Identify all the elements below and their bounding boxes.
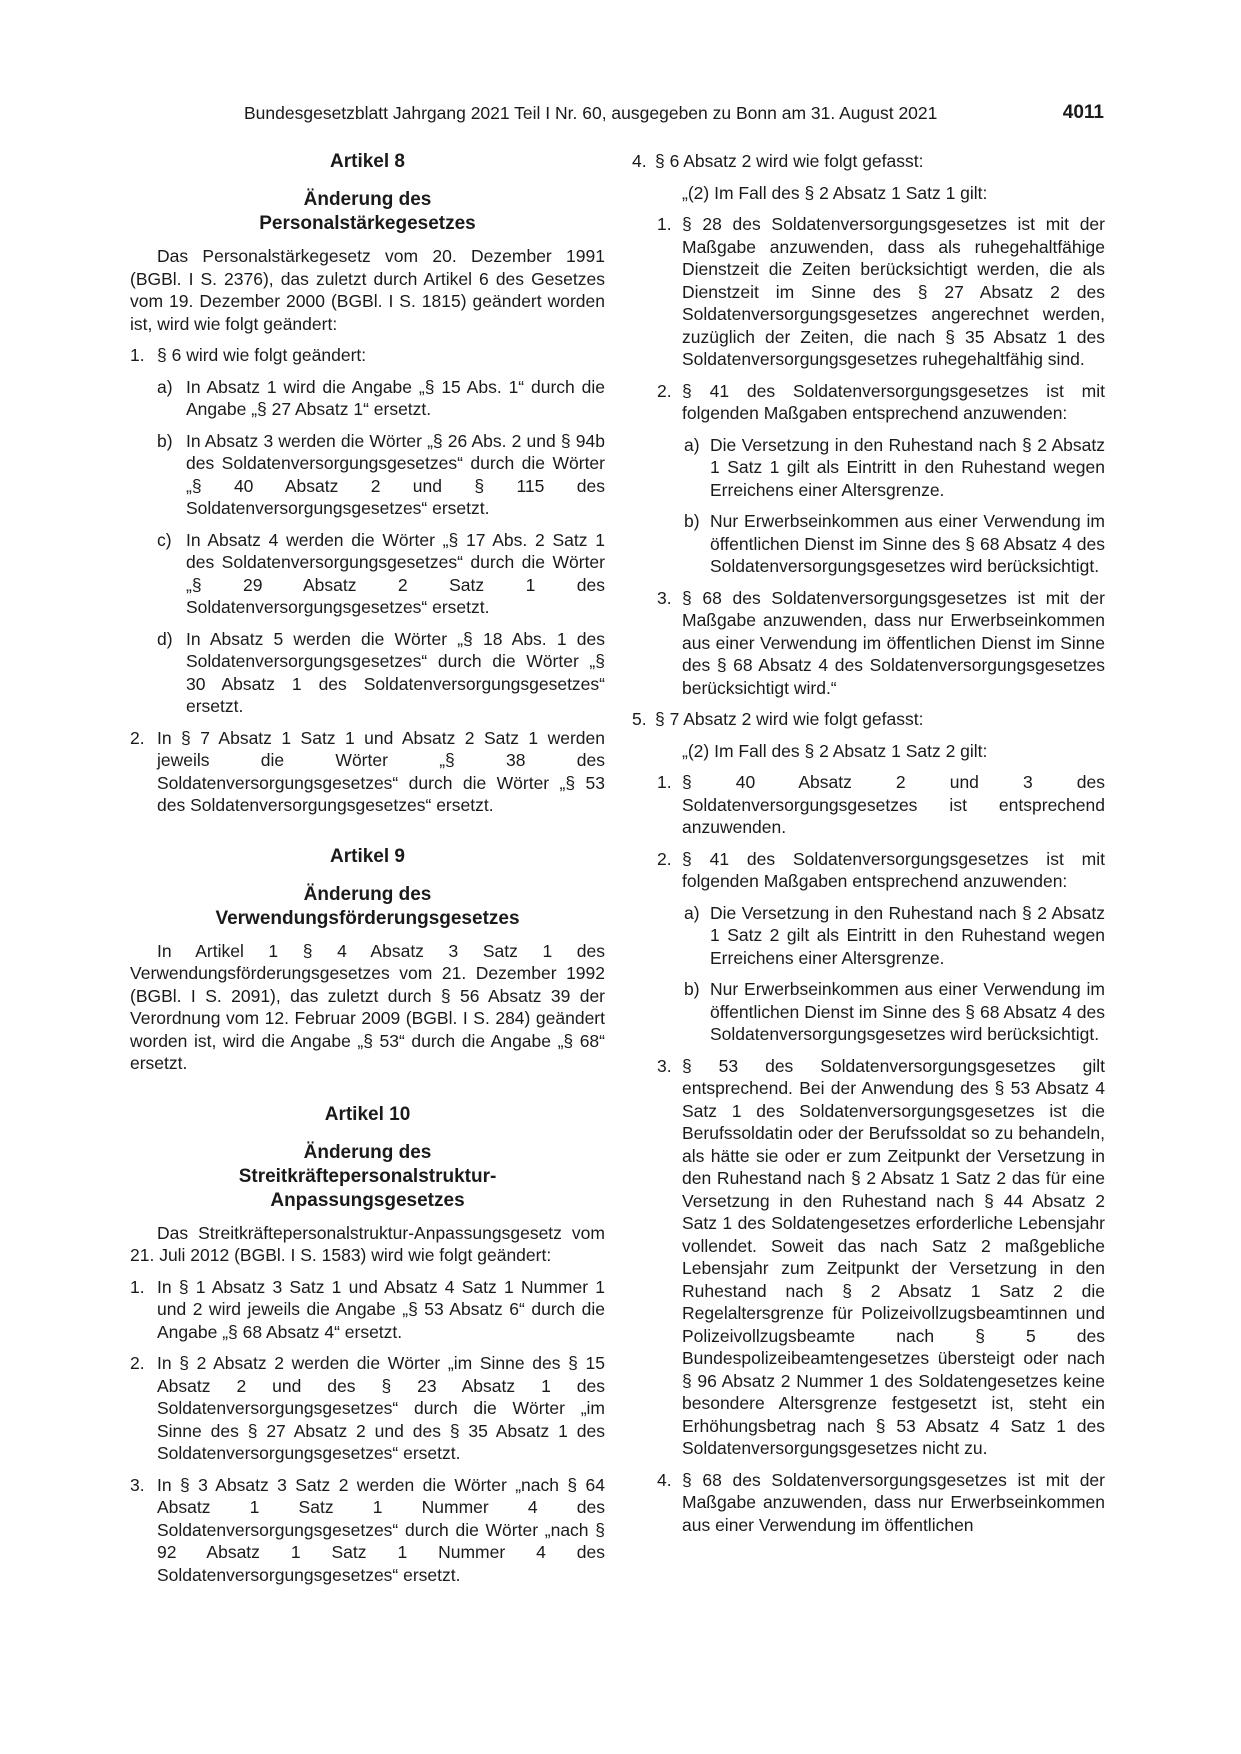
item-text: § 41 des Soldatenversorgungsgesetzes ist mit folgenden Maßgaben entsprechend anzuwenden:: [682, 848, 1105, 891]
item-text: § 7 Absatz 2 wird wie folgt gefasst:: [655, 709, 924, 729]
article-10-subtitle-line1: Änderung des: [303, 1141, 432, 1163]
article-10-intro: Das Streitkräftepersonalstruktur-Anpassungsgesetz vom 21. Juli 2012 (BGBl. I S. 1583) wird wie folgt geändert:: [130, 1222, 605, 1265]
article-10-item-3: [130, 1474, 605, 1587]
right-column: [632, 150, 1105, 1545]
item-4-sub-2b: [632, 510, 1105, 578]
item-text: § 68 des Soldatenversorgungsgesetzes ist mit der Maßgabe anzuwenden, dass nur Erwerbseinkommen aus einer Verwendung im öffentlichen: [682, 1469, 1105, 1535]
item-5-sub-2: [632, 848, 1105, 893]
article-10-subtitle-line3: Anpassungsgesetzes: [270, 1189, 465, 1211]
item-text: § 6 wird wie folgt geändert:: [157, 345, 367, 365]
article-9-title: Artikel 9: [330, 845, 405, 867]
page-header: [244, 100, 1104, 126]
article-8-title: Artikel 8: [330, 151, 405, 172]
item-label: 4.: [632, 151, 647, 171]
item-text: § 28 des Soldatenversorgungsgesetzes ist mit der Maßgabe anzuwenden, dass als ruhegehaltfähige Dienstzeit die Zeiten berücksichtigt werden, die als Dienstzeit im Sinne des § 27 Absatz 2 des Soldatenversorgungsgesetzes angerechnet werden, zuzüglich der Zeiten, die nach § 35 Absatz 1 des Soldatenversorgungsgesetzes ruhegehaltfähig sind.: [682, 214, 1105, 369]
article-8-item-1b: [130, 430, 605, 520]
article-10-item-4: [632, 150, 1105, 173]
item-text: Die Versetzung in den Ruhestand nach § 2 Absatz 1 Satz 1 gilt als Eintritt in den Ruhestand wegen Erreichens einer Altersgrenze.: [710, 434, 1105, 500]
item-label: c): [157, 529, 172, 550]
item-text: § 53 des Soldatenversorgungsgesetzes gilt entsprechend. Bei der Anwendung des § 53 Absatz 4 Satz 1 des Soldatenversorgungsgesetzes ist die Berufssoldatin oder der Berufssoldat so zu behandeln, als hätte sie oder er zum Zeitpunkt der Versetzung in den Ruhestand nach § 2 Absatz 1 Satz 2 das für eine Versetzung in den Ruhestand nach § 44 Absatz 2 Satz 1 des Soldatengesetzes erforderliche Lebensjahr vollendet. Soweit das nach Satz 2 maßgebliche Lebensjahr zum Zeitpunkt der Versetzung in den Ruhestand nach § 2 Absatz 1 Satz 2 die Regelaltersgrenze für Polizeivollzugsbeamtinnen und Polizeivollzugsbeamte nach § 5 des Bundespolizeibeamtengesetzes übersteigt oder nach § 96 Absatz 2 Nummer 1 des Soldatengesetzes keine besondere Altersgrenze festgesetzt ist, steht ein Erhöhungsbetrag nach § 53 Absatz 4 Satz 1 des Soldatenversorgungsgesetzes nicht zu.: [682, 1055, 1105, 1458]
item-5-quote-intro: „(2) Im Fall des § 2 Absatz 1 Satz 2 gilt:: [682, 740, 988, 761]
article-8-intro: Das Personalstärkegesetz vom 20. Dezember 1991 (BGBl. I S. 2376), das zuletzt durch Artikel 6 des Gesetzes vom 19. Dezember 2000 (BGBl. I S. 1815) geändert worden ist, wird wie folgt geändert:: [130, 246, 605, 334]
item-label: 1.: [130, 345, 145, 365]
item-text: § 41 des Soldatenversorgungsgesetzes ist mit folgenden Maßgaben entsprechend anzuwenden:: [682, 380, 1105, 423]
left-column: [130, 150, 605, 1595]
item-label: 4.: [657, 1469, 672, 1490]
item-5-sub-3: [632, 1055, 1105, 1460]
item-text: In Absatz 3 werden die Wörter „§ 26 Abs. 2 und § 94b des Soldatenversorgungsgesetzes“ durch die Wörter „§ 40 Absatz 2 und § 115 des Soldatenversorgungsgesetzes“ ersetzt.: [186, 430, 605, 518]
item-label: 3.: [657, 1055, 672, 1076]
item-text: § 68 des Soldatenversorgungsgesetzes ist mit der Maßgabe anzuwenden, dass nur Erwerbseinkommen aus einer Verwendung im öffentlichen Dienst im Sinne des § 68 Absatz 4 des Soldatenversorgungsgesetzes berücksichtigt wird.“: [682, 587, 1105, 698]
item-text: In § 2 Absatz 2 werden die Wörter „im Sinne des § 15 Absatz 2 und des § 23 Absatz 1 des Soldatenversorgungsgesetzes“ durch die Wörter „im Sinne des § 27 Absatz 2 und des § 35 Absatz 1 des Soldatenversorgungsgesetzes“ ersetzt.: [157, 1353, 605, 1463]
item-label: 2.: [130, 1353, 145, 1373]
article-8-subtitle-line1: Änderung des: [303, 189, 432, 210]
item-text: Nur Erwerbseinkommen aus einer Verwendung im öffentlichen Dienst im Sinne des § 68 Absatz 4 des Soldatenversorgungsgesetzes wird berücksichtigt.: [710, 511, 1105, 576]
article-8-item-1d: [130, 628, 605, 718]
article-10-subtitle-line2: Streitkräftepersonalstruktur-: [238, 1165, 497, 1187]
item-text: In § 7 Absatz 1 Satz 1 und Absatz 2 Satz 1 werden jeweils die Wörter „§ 38 des Soldatenversorgungsgesetzes“ durch die Wörter „§ 53 des Soldatenversorgungsgesetzes“ ersetzt.: [157, 727, 605, 815]
item-label: a): [684, 902, 700, 923]
item-text: In § 3 Absatz 3 Satz 2 werden die Wörter „nach § 64 Absatz 1 Satz 1 Nummer 4 des Soldatenversorgungsgesetzes“ durch die Wörter „nach § 92 Absatz 1 Satz 1 Nummer 4 des Soldatenversorgungsgesetzes“ ersetzt.: [157, 1474, 605, 1585]
item-label: 1.: [657, 214, 672, 234]
item-5-sub-4: [632, 1469, 1105, 1537]
item-5-sub-2a: [632, 902, 1105, 970]
item-label: 2.: [657, 380, 672, 401]
item-text: § 40 Absatz 2 und 3 des Soldatenversorgungsgesetzes ist entsprechend anzuwenden.: [682, 772, 1105, 837]
item-4-sub-2a: [632, 434, 1105, 502]
item-label: d): [157, 628, 173, 649]
item-label: 1.: [657, 772, 672, 792]
item-4-sub-3: [632, 587, 1105, 700]
item-label: a): [684, 434, 700, 455]
item-4-sub-2: [632, 380, 1105, 425]
item-label: 5.: [632, 709, 647, 729]
item-text: In § 1 Absatz 3 Satz 1 und Absatz 4 Satz 1 Nummer 1 und 2 wird jeweils die Angabe „§ 53 Absatz 6“ durch die Angabe „§ 68 Absatz 4“ ersetzt.: [157, 1276, 605, 1342]
article-9-subtitle-line1: Änderung des: [303, 883, 432, 905]
article-8-item-1: [130, 344, 605, 367]
item-label: 2.: [130, 727, 145, 748]
article-10-item-1: [130, 1276, 605, 1344]
article-9-intro: In Artikel 1 § 4 Absatz 3 Satz 1 des Verwendungsförderungsgesetzes vom 21. Dezember 1992 (BGBl. I S. 2091), das zuletzt durch § 56 Absatz 39 der Verordnung vom 12. Februar 2009 (BGBl. I S. 284) geändert worden ist, wird die Angabe „§ 53“ durch die Angabe „§ 68“ ersetzt.: [130, 940, 605, 1073]
article-10-item-2: [130, 1352, 605, 1465]
item-text: § 6 Absatz 2 wird wie folgt gefasst:: [655, 151, 924, 171]
article-8-item-2: [130, 727, 605, 817]
article-9-subtitle-line2: Verwendungsförderungsgesetzes: [215, 907, 520, 929]
item-text: In Absatz 5 werden die Wörter „§ 18 Abs. 1 des Soldatenversorgungsgesetzes“ durch die Wörter „§ 30 Absatz 1 des Soldatenversorgungsgesetzes“ ersetzt.: [186, 628, 605, 716]
item-label: 2.: [657, 848, 672, 869]
item-label: a): [157, 376, 173, 397]
item-label: 3.: [130, 1474, 145, 1495]
page-number: 4011: [1062, 102, 1104, 123]
item-text: Die Versetzung in den Ruhestand nach § 2 Absatz 1 Satz 2 gilt als Eintritt in den Ruhestand wegen Erreichens einer Altersgrenze.: [710, 902, 1105, 968]
article-10-title: Artikel 10: [324, 1103, 411, 1125]
item-label: b): [684, 979, 700, 999]
item-label: 1.: [130, 1276, 145, 1297]
item-4-sub-1: [632, 213, 1105, 371]
item-label: b): [157, 430, 173, 451]
article-8-subtitle-line2: Personalstärkegesetzes: [259, 213, 476, 234]
item-text: In Absatz 1 wird die Angabe „§ 15 Abs. 1“ durch die Angabe „§ 27 Absatz 1“ ersetzt.: [186, 376, 605, 419]
item-text: Nur Erwerbseinkommen aus einer Verwendung im öffentlichen Dienst im Sinne des § 68 Absatz 4 des Soldatenversorgungsgesetzes wird berücksichtigt.: [710, 979, 1105, 1044]
article-10-item-5: [632, 708, 1105, 731]
article-8-item-1c: [130, 529, 605, 619]
item-label: b): [684, 511, 700, 531]
article-8-item-1a: [130, 376, 605, 421]
item-text: In Absatz 4 werden die Wörter „§ 17 Abs. 2 Satz 1 des Soldatenversorgungsgesetzes“ durch die Wörter „§ 29 Absatz 2 Satz 1 des Soldatenversorgungsgesetzes“ ersetzt.: [186, 529, 605, 617]
header-title: Bundesgesetzblatt Jahrgang 2021 Teil I Nr. 60, ausgegeben zu Bonn am 31. August 2021: [244, 103, 938, 123]
item-label: 3.: [657, 587, 672, 608]
item-4-quote-intro: „(2) Im Fall des § 2 Absatz 1 Satz 1 gilt:: [682, 182, 988, 203]
item-5-sub-1: [632, 771, 1105, 839]
item-5-sub-2b: [632, 978, 1105, 1046]
